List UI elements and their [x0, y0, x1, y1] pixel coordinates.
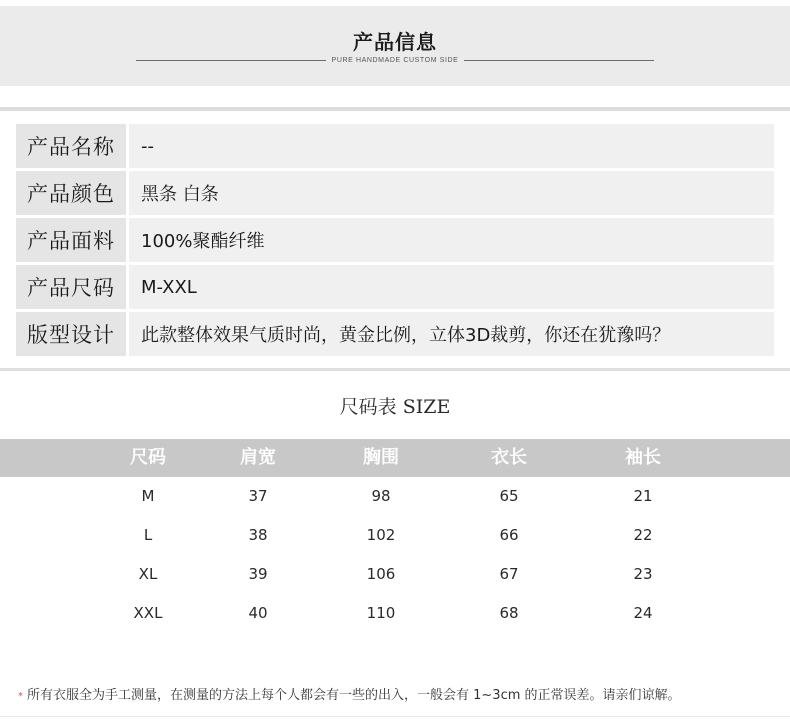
table-cell: 98 [371, 487, 391, 505]
table-row [0, 477, 790, 516]
bottom-divider [0, 716, 790, 717]
info-value: 黑条 白条 [129, 171, 774, 215]
table-cell: XL [138, 565, 158, 583]
info-value: 100%聚酯纤维 [129, 218, 774, 262]
table-cell: M [141, 487, 155, 505]
size-chart-title-en: SIZE [402, 396, 451, 418]
info-value: M-XXL [129, 265, 774, 309]
section-title: 产品信息 [353, 30, 437, 54]
table-cell: 23 [633, 565, 653, 583]
table-cell: 22 [633, 526, 653, 544]
table-row [0, 516, 790, 555]
table-row [0, 594, 790, 633]
table-cell: 37 [248, 487, 268, 505]
subtitle-line-left [136, 60, 326, 61]
info-label: 产品尺码 [16, 265, 126, 309]
section-subtitle: PURE HANDMADE CUSTOM SIDE [331, 56, 459, 64]
size-chart-title-cn: 尺码表 [339, 396, 397, 418]
section-subtitle-row [0, 54, 790, 66]
size-col-header: 肩宽 [240, 447, 276, 468]
info-row-design [16, 312, 774, 356]
table-cell: 21 [633, 487, 653, 505]
table-cell: 38 [248, 526, 268, 544]
table-cell: XXL [133, 604, 163, 622]
size-col-header: 尺码 [130, 447, 166, 468]
table-cell: 102 [366, 526, 396, 544]
product-info-table [16, 124, 774, 359]
size-col-header: 胸围 [363, 447, 399, 468]
divider [0, 107, 790, 111]
table-cell: 68 [499, 604, 519, 622]
measurement-note-text: 所有衣服全为手工测量，在测量的方法上每个人都会有一些的出入，一般会有 1~3cm 的正常误差。请亲们谅解。 [27, 688, 681, 703]
asterisk-icon: * [18, 691, 23, 702]
info-label: 产品颜色 [16, 171, 126, 215]
size-col-header: 衣长 [491, 447, 527, 468]
info-row-name [16, 124, 774, 168]
info-row-size [16, 265, 774, 309]
info-label: 产品面料 [16, 218, 126, 262]
table-cell: 66 [499, 526, 519, 544]
table-cell: 40 [248, 604, 268, 622]
table-cell: 24 [633, 604, 653, 622]
size-chart-title [0, 392, 790, 419]
size-table-header [0, 439, 790, 477]
table-row [0, 555, 790, 594]
table-cell: 65 [499, 487, 519, 505]
table-cell: L [143, 526, 153, 544]
divider [0, 368, 790, 371]
info-value: 此款整体效果气质时尚，黄金比例，立体3D裁剪，你还在犹豫吗？ [129, 312, 774, 356]
info-row-fabric [16, 218, 774, 262]
table-cell: 110 [366, 604, 396, 622]
measurement-note [18, 684, 681, 703]
info-value: -- [129, 124, 774, 168]
size-col-header: 袖长 [625, 447, 661, 468]
table-cell: 67 [499, 565, 519, 583]
info-label: 版型设计 [16, 312, 126, 356]
subtitle-line-right [464, 60, 654, 61]
info-label: 产品名称 [16, 124, 126, 168]
table-cell: 39 [248, 565, 268, 583]
info-row-color [16, 171, 774, 215]
table-cell: 106 [366, 565, 396, 583]
